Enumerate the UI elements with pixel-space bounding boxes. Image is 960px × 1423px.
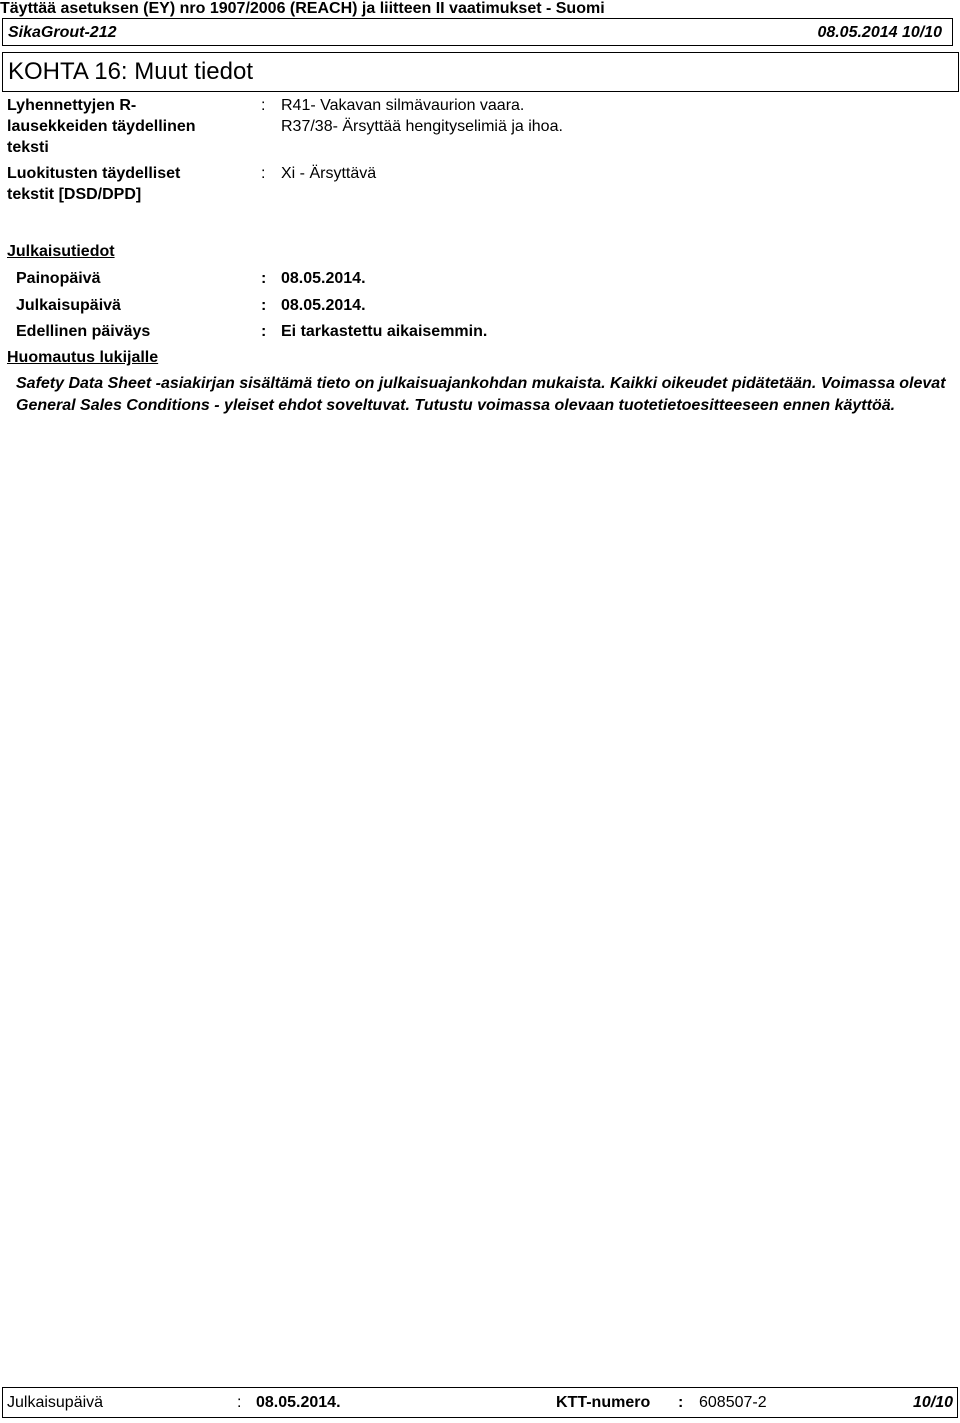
footer-ktt-label: KTT-numero bbox=[556, 1394, 651, 1411]
classification-colon: : bbox=[261, 165, 266, 182]
issue-date-colon: : bbox=[261, 297, 267, 314]
footer-ktt-value: 608507-2 bbox=[699, 1394, 767, 1411]
product-name: SikaGrout-212 bbox=[8, 24, 117, 41]
issue-date-value: 08.05.2014. bbox=[281, 297, 366, 314]
print-date-value: 08.05.2014. bbox=[281, 270, 366, 287]
previous-date-value: Ei tarkastettu aikaisemmin. bbox=[281, 323, 488, 340]
r-phrase-r41: R41- Vakavan silmävaurion vaara. bbox=[281, 97, 525, 114]
footer-ktt-colon: : bbox=[678, 1394, 684, 1411]
footer-issue-date-label: Julkaisupäivä bbox=[7, 1394, 104, 1411]
previous-date-label: Edellinen päiväys bbox=[16, 323, 151, 340]
r-phrases-colon: : bbox=[261, 97, 266, 114]
header-date-page: 08.05.2014 10/10 bbox=[817, 24, 942, 41]
footer-issue-date-colon: : bbox=[237, 1394, 242, 1411]
r-phrases-label-line-2: lausekkeiden täydellinen bbox=[7, 118, 196, 135]
document-footer bbox=[2, 1387, 958, 1418]
r-phrases-label-line-3: teksti bbox=[7, 139, 49, 156]
section-header bbox=[2, 52, 959, 92]
classification-label-line-1: Luokitusten täydelliset bbox=[7, 165, 181, 182]
previous-date-colon: : bbox=[261, 323, 267, 340]
publication-heading: Julkaisutiedot bbox=[7, 243, 115, 260]
footer-issue-date-value: 08.05.2014. bbox=[256, 1394, 341, 1411]
r-phrase-r37-38: R37/38- Ärsyttää hengityselimiä ja ihoa. bbox=[281, 118, 563, 135]
section-title: KOHTA 16: Muut tiedot bbox=[8, 58, 254, 85]
notice-heading: Huomautus lukijalle bbox=[7, 349, 159, 366]
print-date-colon: : bbox=[261, 270, 267, 287]
issue-date-label: Julkaisupäivä bbox=[16, 297, 121, 314]
print-date-label: Painopäivä bbox=[16, 270, 101, 287]
regulation-line: Täyttää asetuksen (EY) nro 1907/2006 (REACH) ja liitteen II vaatimukset - Suomi bbox=[0, 0, 605, 17]
footer-page-number: 10/10 bbox=[912, 1394, 953, 1411]
classification-value: Xi - Ärsyttävä bbox=[281, 165, 377, 182]
notice-text: Safety Data Sheet -asiakirjan sisältämä tieto on julkaisuajankohdan mukaista. Kaikki oikeudet pidätetään. Voimassa olevat General Sales Conditions - yleiset ehdot soveltuvat. Tutustu voimassa olevaan tuotetietoesitteeseen ennen käyttöä. bbox=[16, 375, 946, 414]
document-header bbox=[2, 18, 953, 46]
classification-label-line-2: tekstit [DSD/DPD] bbox=[7, 186, 142, 203]
r-phrases-label-line-1: Lyhennettyjen R- bbox=[7, 97, 137, 114]
